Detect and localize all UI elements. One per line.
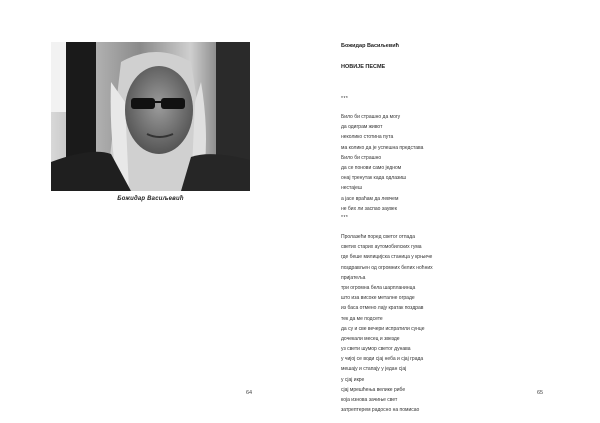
poem-line: уз свети шумор светог дунава <box>341 346 411 353</box>
author-name: Божидар Васиљевић <box>341 43 399 49</box>
separator-1: *** <box>341 96 349 102</box>
poem-line: у чијој се води сјај неба и сјај града <box>341 356 424 363</box>
poem-line: дочекали месец и звезде <box>341 335 400 342</box>
poem-line: поздрављен од огромних белих ноћних <box>341 264 433 271</box>
poem-line: мешају и стапају у један сјај <box>341 366 407 373</box>
poem-line: три огромна бела шарпланинца <box>341 284 416 291</box>
poem-line: да се понови само једном <box>341 164 402 171</box>
page-number-left: 64 <box>246 390 253 396</box>
poem-line: затрептерем радосно на помисао <box>341 407 420 414</box>
poem-2 <box>341 232 571 415</box>
author-photo <box>51 42 250 191</box>
poem-line: да су и све вечери испратили сунце <box>341 325 425 332</box>
poem-line: која изнова зачиње свет <box>341 397 398 403</box>
poem-line: Било би страшно да могу <box>341 114 401 120</box>
poem-line: пријатеља <box>341 274 366 281</box>
poem-line: светих старих аутомобилских гума <box>341 244 422 251</box>
poem-1 <box>341 112 571 214</box>
poem-line: тек да ме подсете <box>341 315 383 322</box>
photo-caption: Божидар Васиљевић <box>117 196 184 202</box>
page-number-right: 65 <box>537 390 544 396</box>
poem-line: онај тренутак када одлазиш <box>341 175 407 182</box>
poem-line: нестајеш <box>341 185 362 192</box>
right-page <box>300 0 600 423</box>
poem-line: сјај мрешћења великe рибе <box>341 386 406 393</box>
poem-line: неколико стотина пута <box>341 134 394 141</box>
poem-line: да одиграм живот <box>341 124 383 131</box>
section-title: НОВИЈЕ ПЕСМЕ <box>341 64 386 70</box>
poem-line: ма колико да је успешна представа <box>341 144 424 151</box>
poem-line: из баса отмено лају кратак поздрав <box>341 305 424 312</box>
poem-line: што иза високе металне ограде <box>341 295 415 302</box>
poem-line: Пролазећи поред светог отпада <box>341 234 416 240</box>
poem-line: а јасе враћам да левчем <box>341 195 399 202</box>
separator-2: *** <box>341 215 349 221</box>
poem-line: где беше милицијска станица у крњиче <box>341 254 433 261</box>
poem-line: Било би страшно <box>341 154 382 161</box>
poem-line: у сјај икре <box>341 376 365 383</box>
portrait-image <box>51 42 250 191</box>
poem-line: не бих ли заспао заувек <box>341 205 397 212</box>
